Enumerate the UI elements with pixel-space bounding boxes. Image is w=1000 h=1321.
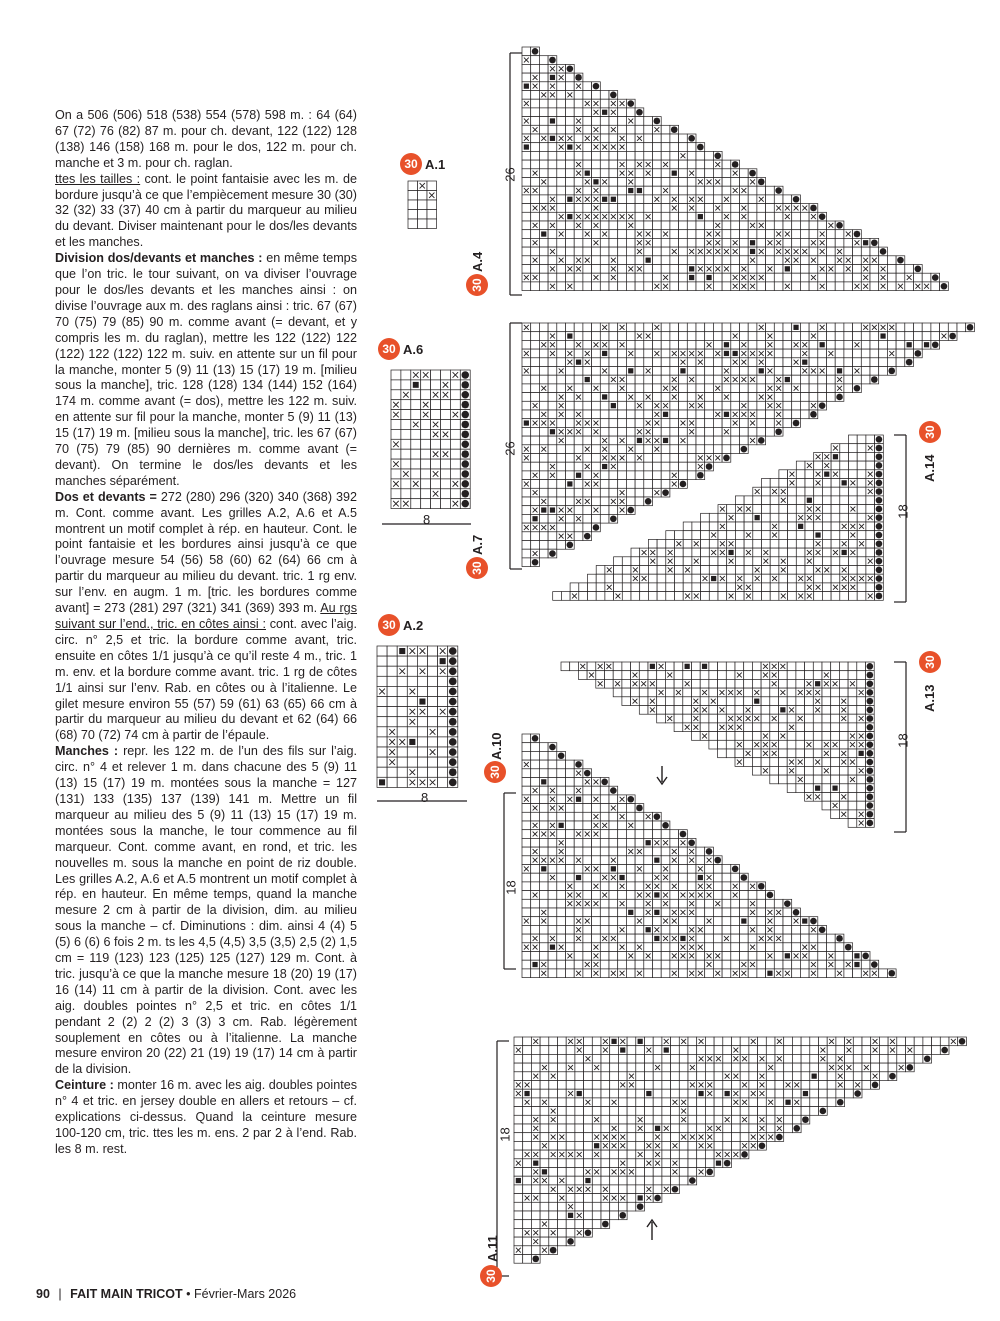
page-footer — [36, 1287, 296, 1301]
width-label-a2: 8 — [421, 790, 429, 805]
sleeves-heading: Manches : — [55, 744, 119, 759]
back-fronts-heading: Dos et devants = — [55, 489, 157, 504]
height-label-a4: 26 — [502, 167, 518, 182]
label-a10: A.10 — [489, 732, 504, 760]
all-sizes-lead: ttes les tailles : — [55, 171, 141, 186]
label-a2: A.2 — [403, 618, 424, 633]
label-a14: A.14 — [922, 454, 937, 482]
label-a7: A.7 — [470, 534, 485, 555]
paragraph-sleeves: Manches : repr. les 122 m. de l’un des fils sur l’aig. circ. n° 4 et relever 1 m. dans chacune des 5 (9) 11 (13) 15 (17) 19 m. montées sous la manche = 127 (131) 133 (135) 137 (139) 141 m. Mettre un fil marqueur au milieu des 5 (9) 11 (13) 15 (17) 19 m. montées sous la manche, le tour commence au fil marqueur. Cont. comme avant, en rond, et tric. les nouvelles m. sous la manche en point de riz double. Les grilles A.2, A.6 et A.5 montrent un motif complet à rép. en hauteur. En même temps, quand la manche mesure 2 cm à partir de la division, dim. au milieu sous la manche – cf. Diminutions : dim. ainsi 4 (4) 5 (5) 6 (6) 6 fois 2 m. ts les 4,5 (4,5) 3,5 (3,5) 2,5 (2) 1,5 cm = 119 (123) 123 (125) 125 (127) 129 m. Cont. à tric. jusqu’à ce que la manche mesure 18 (20) 19 (17) 16 (14) 11 cm à partir de la division. Cont. avec les aig. doubles pointes n° 2,5 et tric. en côtes 1/1 pendant 2 (2) 2 (2) 3 (3) 3 cm. Rab. légèrement souplement en côtes ou à l’italienne. La manche mesure environ 20 (22) 21 (19) 19 (17) 14 cm à partir de la division. — [55, 744, 357, 1077]
height-label-a10: 18 — [503, 880, 519, 895]
footer-bullet: • — [186, 1287, 191, 1301]
magazine-name: FAIT MAIN TRICOT — [70, 1287, 183, 1301]
height-label-a7: 26 — [502, 441, 518, 456]
chart-a2 — [377, 646, 458, 787]
chart-a4 — [522, 47, 948, 291]
paragraph-back-fronts: Dos et devants = 272 (280) 296 (320) 340 (368) 392 m. Cont. comme avant. Les grilles A.2, A.6 et A.5 montrent un motif complet à rép. en hauteur. Cont. le point fantaisie et les bordures ainsi jusqu’à ce que l’ouvrage mesure 54 (56) 58 (60) 62 (64) 66 cm à partir du marqueur au milieu du devant. tric. 1 rg env. sur l’env. en augm. 1 m. [tric. les bordures comme avant] = 273 (281) 297 (321) 341 (369) 393 m. Au rgs suivant sur l’end., tric. en côtes ainsi : cont. avec l’aig. circ. n° 2,5 et tric. la bordure comme avant, tric. ensuite en côtes 1/1 jusqu’à ce qu’il reste 4 m., tric. 1 m. env. et la bordure comme avant. tric. 1 rg de côtes 1/1 ainsi sur l’env. Rab. en côtes ou à l’italienne. Le gilet mesure environ 55 (57) 59 (61) 63 (65) 66 cm à partir du marqueur au milieu du devant et 62 (64) 66 (68) 70 (72) 74 cm à partir de l’épaule. — [55, 489, 357, 743]
chart-a11 — [514, 1037, 966, 1263]
paragraph-division: Division dos/devants et manches : en même temps que l’on tric. le tour suivant, on va diviser l’ouvrage pour le dos/les devants et les manches ainsi : on divise l’ouvrage aux m. des raglans ainsi : tric. 67 (67) 70 (75) 79 (85) 90 m. comme avant (= devant, et y compris les m. du raglan), mettre les 122 (122) 122 (122) 122 (122) 122 m. suiv. en attente sur un fil pour la manche, monter 5 (9) 11 (13) 15 (17) 19 m. [milieu sous la manche], tric. 128 (128) 134 (144) 152 (164) 174 m. comme avant (= dos), mettre les 122 m. suiv. en attente sur fil pour la manche, monter 5 (9) 11 (13) 15 (17) 19 m. [milieu sous la manche], tric. les 67 (67) 70 (75) 79 (85) 90 dernières m. comme avant (= devant). On termine le dos/les devants et les manches séparément. — [55, 251, 357, 488]
paragraph-belt: Ceinture : monter 16 m. avec les aig. doubles pointes n° 4 et tric. en jersey double en allers et retours – cf. explications ci-dessus. Quand la ceinture mesure 100-120 cm, tric. ttes les m. ens. 2 par 2 à l’end. Rab. les 8 m. rest. — [55, 1078, 357, 1156]
arrow-down-icon — [657, 766, 667, 784]
height-label-a14: 18 — [895, 504, 911, 519]
label-a13: A.13 — [922, 684, 937, 712]
label-a6: A.6 — [403, 342, 424, 357]
size-badge-a4: 30 — [466, 274, 488, 296]
paragraph-all-sizes: ttes les tailles : cont. le point fantaisie avec les m. de bordure jusqu’à ce que l’empiècement mesure 30 (30) 32 (32) 33 (37) 40 cm à partir du marqueur au milieu du devant. Diviser maintenant pour le dos/les devants et les manches. — [55, 171, 357, 250]
arrow-up-icon — [647, 1220, 657, 1240]
label-a11: A.11 — [485, 1235, 500, 1262]
paragraph-stitch-count: On a 506 (506) 518 (538) 554 (578) 598 m. : 64 (64) 67 (72) 76 (82) 87 m. pour ch. devant, 122 (122) 128 (138) 146 (158) 168 m. pour le dos, 122 m. pour ch. manche et 3 m. pour ch. raglan. — [55, 108, 357, 170]
chart-a1 — [408, 181, 437, 229]
height-label-a11: 18 — [497, 1127, 513, 1142]
size-badge-a10: 30 — [484, 761, 506, 783]
page-number: 90 — [36, 1287, 50, 1301]
size-badge-a2: 30 — [378, 614, 400, 636]
chart-a6 — [391, 370, 470, 509]
width-label-a6: 8 — [423, 512, 431, 527]
height-label-a13: 18 — [895, 733, 911, 748]
size-badge-a13: 30 — [919, 651, 941, 673]
size-badge-a6: 30 — [378, 338, 400, 360]
footer-separator: | — [58, 1287, 62, 1301]
size-badge-a1: 30 — [400, 153, 422, 175]
size-badge-a7: 30 — [466, 557, 488, 579]
size-badge-a14: 30 — [919, 421, 941, 443]
size-badge-a11: 30 — [480, 1265, 502, 1287]
issue-date: Février-Mars 2026 — [193, 1287, 297, 1301]
belt-heading: Ceinture : — [55, 1078, 114, 1093]
label-a1: A.1 — [425, 157, 446, 172]
label-a4: A.4 — [470, 251, 485, 272]
division-heading: Division dos/devants et manches : — [55, 251, 263, 266]
